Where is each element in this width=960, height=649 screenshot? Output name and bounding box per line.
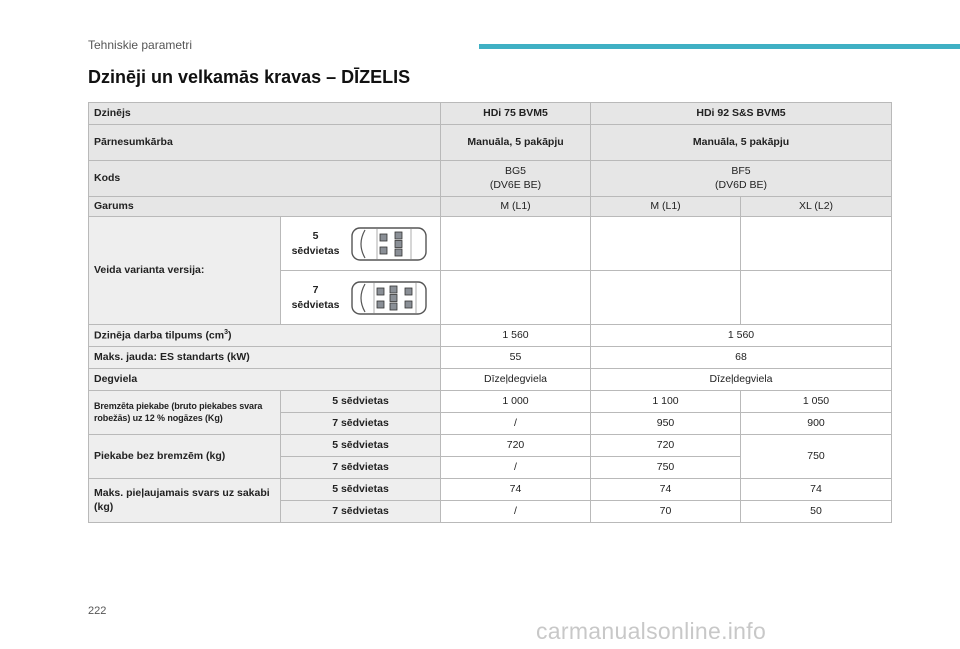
- displacement-1: 1 560: [441, 325, 591, 347]
- unbraked-merged: 750: [741, 435, 892, 479]
- row-fuel: [89, 369, 892, 391]
- row-braked-5: [89, 391, 892, 413]
- braked-7-3: 900: [741, 413, 892, 435]
- engine-2: HDi 92 S&S BVM5: [591, 103, 892, 125]
- displacement-label: [89, 325, 441, 347]
- hitch-label: Maks. pieļaujamais svars uz sakabi (kg): [89, 479, 281, 523]
- power-label: Maks. jauda: ES standarts (kW): [89, 347, 441, 369]
- variant-5-cell-2: [591, 217, 741, 271]
- seats-5-word: sēdvietas: [291, 244, 340, 257]
- variant-7-cell-2: [591, 271, 741, 325]
- hitch-5-2: 74: [591, 479, 741, 501]
- code-2: [591, 161, 892, 197]
- variant-5-seats: [281, 217, 441, 271]
- seats-7-number: 7: [312, 284, 319, 297]
- row-code: [89, 161, 892, 197]
- gearbox-2: Manuāla, 5 pakāpju: [591, 125, 892, 161]
- variant-5-cell-1: [441, 217, 591, 271]
- unbraked-7-seats: 7 sēdvietas: [281, 457, 441, 479]
- page-number: 222: [88, 605, 107, 617]
- gearbox-1: Manuāla, 5 pakāpju: [441, 125, 591, 161]
- hitch-7-2: 70: [591, 501, 741, 523]
- gearbox-label: Pārnesumkārba: [89, 125, 441, 161]
- variant-7-cell-3: [741, 271, 892, 325]
- code-label: Kods: [89, 161, 441, 197]
- fuel-1: Dīzeļdegviela: [441, 369, 591, 391]
- power-1: 55: [441, 347, 591, 369]
- variant-7-cell-1: [441, 271, 591, 325]
- code-1-line2: (DV6E BE): [489, 178, 542, 191]
- row-power: [89, 347, 892, 369]
- braked-5-1: 1 000: [441, 391, 591, 413]
- section-accent-bar: [479, 44, 960, 49]
- row-engine: [89, 103, 892, 125]
- displacement-2: 1 560: [591, 325, 892, 347]
- braked-7-1: /: [441, 413, 591, 435]
- hitch-5-seats: 5 sēdvietas: [281, 479, 441, 501]
- hitch-7-3: 50: [741, 501, 892, 523]
- row-displacement: [89, 325, 892, 347]
- van-7-seat-layout-icon: [349, 279, 429, 317]
- braked-7-seats: 7 sēdvietas: [281, 413, 441, 435]
- unbraked-label: Piekabe bez bremzēm (kg): [89, 435, 281, 479]
- row-variant-5: [89, 217, 892, 271]
- seats-7-word: sēdvietas: [291, 298, 340, 311]
- variant-5-cell-3: [741, 217, 892, 271]
- seats-5-caption: [292, 229, 340, 257]
- length-label: Garums: [89, 197, 441, 217]
- engine-specs-table: [88, 102, 892, 523]
- braked-5-3: 1 050: [741, 391, 892, 413]
- unbraked-7-2: 750: [591, 457, 741, 479]
- hitch-7-seats: 7 sēdvietas: [281, 501, 441, 523]
- power-2: 68: [591, 347, 892, 369]
- page-title: Dzinēji un velkamās kravas – DĪZELIS: [88, 67, 411, 87]
- length-1: M (L1): [441, 197, 591, 217]
- displacement-close: ): [228, 329, 232, 342]
- hitch-7-1: /: [441, 501, 591, 523]
- engine-1: HDi 75 BVM5: [441, 103, 591, 125]
- unbraked-5-2: 720: [591, 435, 741, 457]
- code-1-line1: BG5: [505, 164, 527, 177]
- hitch-5-1: 74: [441, 479, 591, 501]
- watermark: carmanualsonline.info: [536, 618, 767, 644]
- hitch-5-3: 74: [741, 479, 892, 501]
- displacement-sup: 3: [224, 328, 229, 336]
- length-2: M (L1): [591, 197, 741, 217]
- code-2-line2: (DV6D BE): [715, 178, 767, 191]
- variant-label: Veida varianta versija:: [89, 217, 281, 325]
- section-label: Tehniskie parametri: [88, 38, 193, 52]
- braked-5-seats: 5 sēdvietas: [281, 391, 441, 413]
- fuel-label: Degviela: [89, 369, 441, 391]
- unbraked-7-1: /: [441, 457, 591, 479]
- row-gearbox: [89, 125, 892, 161]
- braked-label: Bremzēta piekabe (bruto piekabes svara robežās) uz 12 % nogāzes (Kg): [89, 391, 281, 435]
- van-5-seat-layout-icon: [349, 225, 429, 263]
- row-unbraked-5: [89, 435, 892, 457]
- length-3: XL (L2): [741, 197, 892, 217]
- unbraked-5-seats: 5 sēdvietas: [281, 435, 441, 457]
- unbraked-5-1: 720: [441, 435, 591, 457]
- fuel-2: Dīzeļdegviela: [591, 369, 892, 391]
- displacement-label-text: Dzinēja darba tilpums (cm: [94, 329, 225, 342]
- braked-7-2: 950: [591, 413, 741, 435]
- row-length: [89, 197, 892, 217]
- row-hitch-5: [89, 479, 892, 501]
- engine-label: Dzinējs: [89, 103, 441, 125]
- braked-5-2: 1 100: [591, 391, 741, 413]
- seats-7-caption: [292, 283, 340, 311]
- code-1: [441, 161, 591, 197]
- seats-5-number: 5: [312, 230, 319, 243]
- code-2-line1: BF5: [731, 164, 751, 177]
- variant-7-seats: [281, 271, 441, 325]
